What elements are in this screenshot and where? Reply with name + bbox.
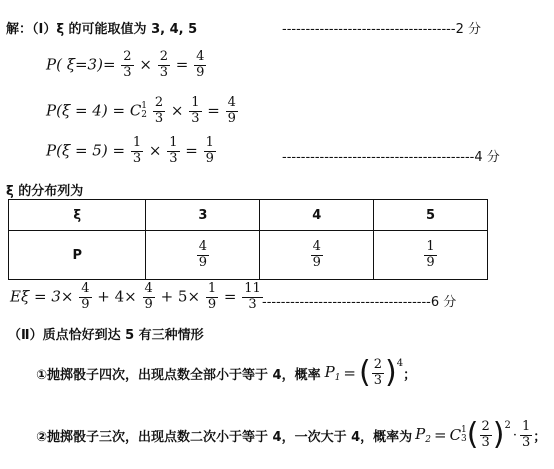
expectation-mid-2: + 5× <box>160 287 201 306</box>
eq1-equals: = <box>175 55 189 74</box>
case-2 <box>36 417 547 453</box>
case2-right-paren: ) <box>492 417 505 453</box>
eq3-lhs: P(ξ = 5) = <box>46 141 130 160</box>
equation-p4 <box>46 96 239 127</box>
case2-p-symbol: $P_2$ <box>415 425 431 446</box>
eq3-fraction-b: $\frac{1}{3}$ <box>169 135 178 166</box>
eq2-lhs: P(ξ = 4) = <box>46 101 130 120</box>
case2-combination-indices: 1 3 <box>461 425 467 445</box>
score-4: -----------------------------------------4 分 <box>282 150 500 165</box>
table-row <box>9 200 488 231</box>
equation-p3 <box>46 50 207 81</box>
eq2-combination: C <box>129 101 142 120</box>
case1-tail: ； <box>403 367 417 383</box>
expectation-equation <box>10 282 264 313</box>
expectation-mid-1: + 4× <box>97 287 137 306</box>
case2-dot: · <box>512 427 518 443</box>
distribution-caption: ξ 的分布列为 <box>6 184 84 199</box>
expectation-equals: = <box>223 287 237 306</box>
score-2: -------------------------------------2 分 <box>282 22 481 37</box>
part1-heading: 解：（Ⅰ）ξ 的可能取值为 3, 4, 5 <box>6 22 198 37</box>
case2-equals: = <box>433 426 447 445</box>
case2-left-paren: ( <box>466 417 479 453</box>
table-cell-prob-3: $\frac{4}{9}$ <box>146 231 260 280</box>
eq2-combination-indices: 1 2 <box>141 101 148 121</box>
case1-fraction: $\frac{2}{3}$ <box>373 357 382 388</box>
expectation-term-2: $\frac{4}{9}$ <box>144 281 153 312</box>
table-cell-p-label: P <box>9 231 146 280</box>
eq3-equals: = <box>185 141 198 160</box>
eq2-result: $\frac{4}{9}$ <box>227 95 236 126</box>
expectation-term-1: $\frac{4}{9}$ <box>81 281 90 312</box>
eq2-fraction-a: $\frac{2}{3}$ <box>154 95 164 126</box>
case1-right-paren: ) <box>385 355 397 391</box>
expectation-result: $\frac{11}{3}$ <box>244 281 261 312</box>
score-6: ------------------------------------6 分 <box>262 295 457 310</box>
case2-tail: ； <box>533 429 547 445</box>
table-cell-prob-4: $\frac{4}{9}$ <box>260 231 374 280</box>
table-cell-xi-label: ξ <box>9 200 146 231</box>
part2-heading: （Ⅱ）质点恰好到达 5 有三种情形 <box>8 328 204 343</box>
eq1-result: $\frac{4}{9}$ <box>196 49 205 80</box>
table-cell-value-4: 4 <box>260 200 374 231</box>
distribution-table <box>8 199 488 280</box>
eq3-times: × <box>148 141 162 160</box>
eq3-fraction-a: $\frac{1}{3}$ <box>132 135 142 166</box>
case2-text: ②抛掷骰子三次，出现点数二次小于等于 4，一次大于 4，概率为 <box>36 429 413 445</box>
case1-equals: = <box>343 364 356 383</box>
case2-fraction-2: $\frac{1}{3}$ <box>522 419 531 450</box>
table-cell-value-3: 3 <box>146 200 260 231</box>
equation-p5 <box>46 136 217 167</box>
case2-exponent: 2 <box>504 420 511 431</box>
case-1 <box>36 355 417 391</box>
eq1-fraction-a: $\frac{2}{3}$ <box>123 49 132 80</box>
case1-text: ①抛掷骰子四次，出现点数全部小于等于 4，概率 <box>36 367 321 383</box>
case2-combination: C <box>449 426 462 445</box>
expectation-lhs: Eξ = 3× <box>10 287 74 306</box>
eq1-fraction-b: $\frac{2}{3}$ <box>159 49 168 80</box>
case2-fraction: $\frac{2}{3}$ <box>481 419 490 450</box>
case1-exponent: 4 <box>396 358 404 369</box>
eq3-result: $\frac{1}{9}$ <box>205 135 214 166</box>
table-row <box>9 231 488 280</box>
eq2-times: × <box>170 101 184 120</box>
eq2-equals: = <box>207 101 220 120</box>
eq1-lhs: P( ξ=3)= <box>46 55 116 74</box>
eq2-fraction-b: $\frac{1}{3}$ <box>191 95 200 126</box>
eq1-times: × <box>139 55 152 74</box>
case1-left-paren: ( <box>359 355 371 391</box>
case1-p-symbol: $P_1$ <box>324 363 341 384</box>
table-cell-prob-5: $\frac{1}{9}$ <box>374 231 488 280</box>
table-cell-value-5: 5 <box>374 200 488 231</box>
expectation-term-3: $\frac{1}{9}$ <box>207 281 217 312</box>
